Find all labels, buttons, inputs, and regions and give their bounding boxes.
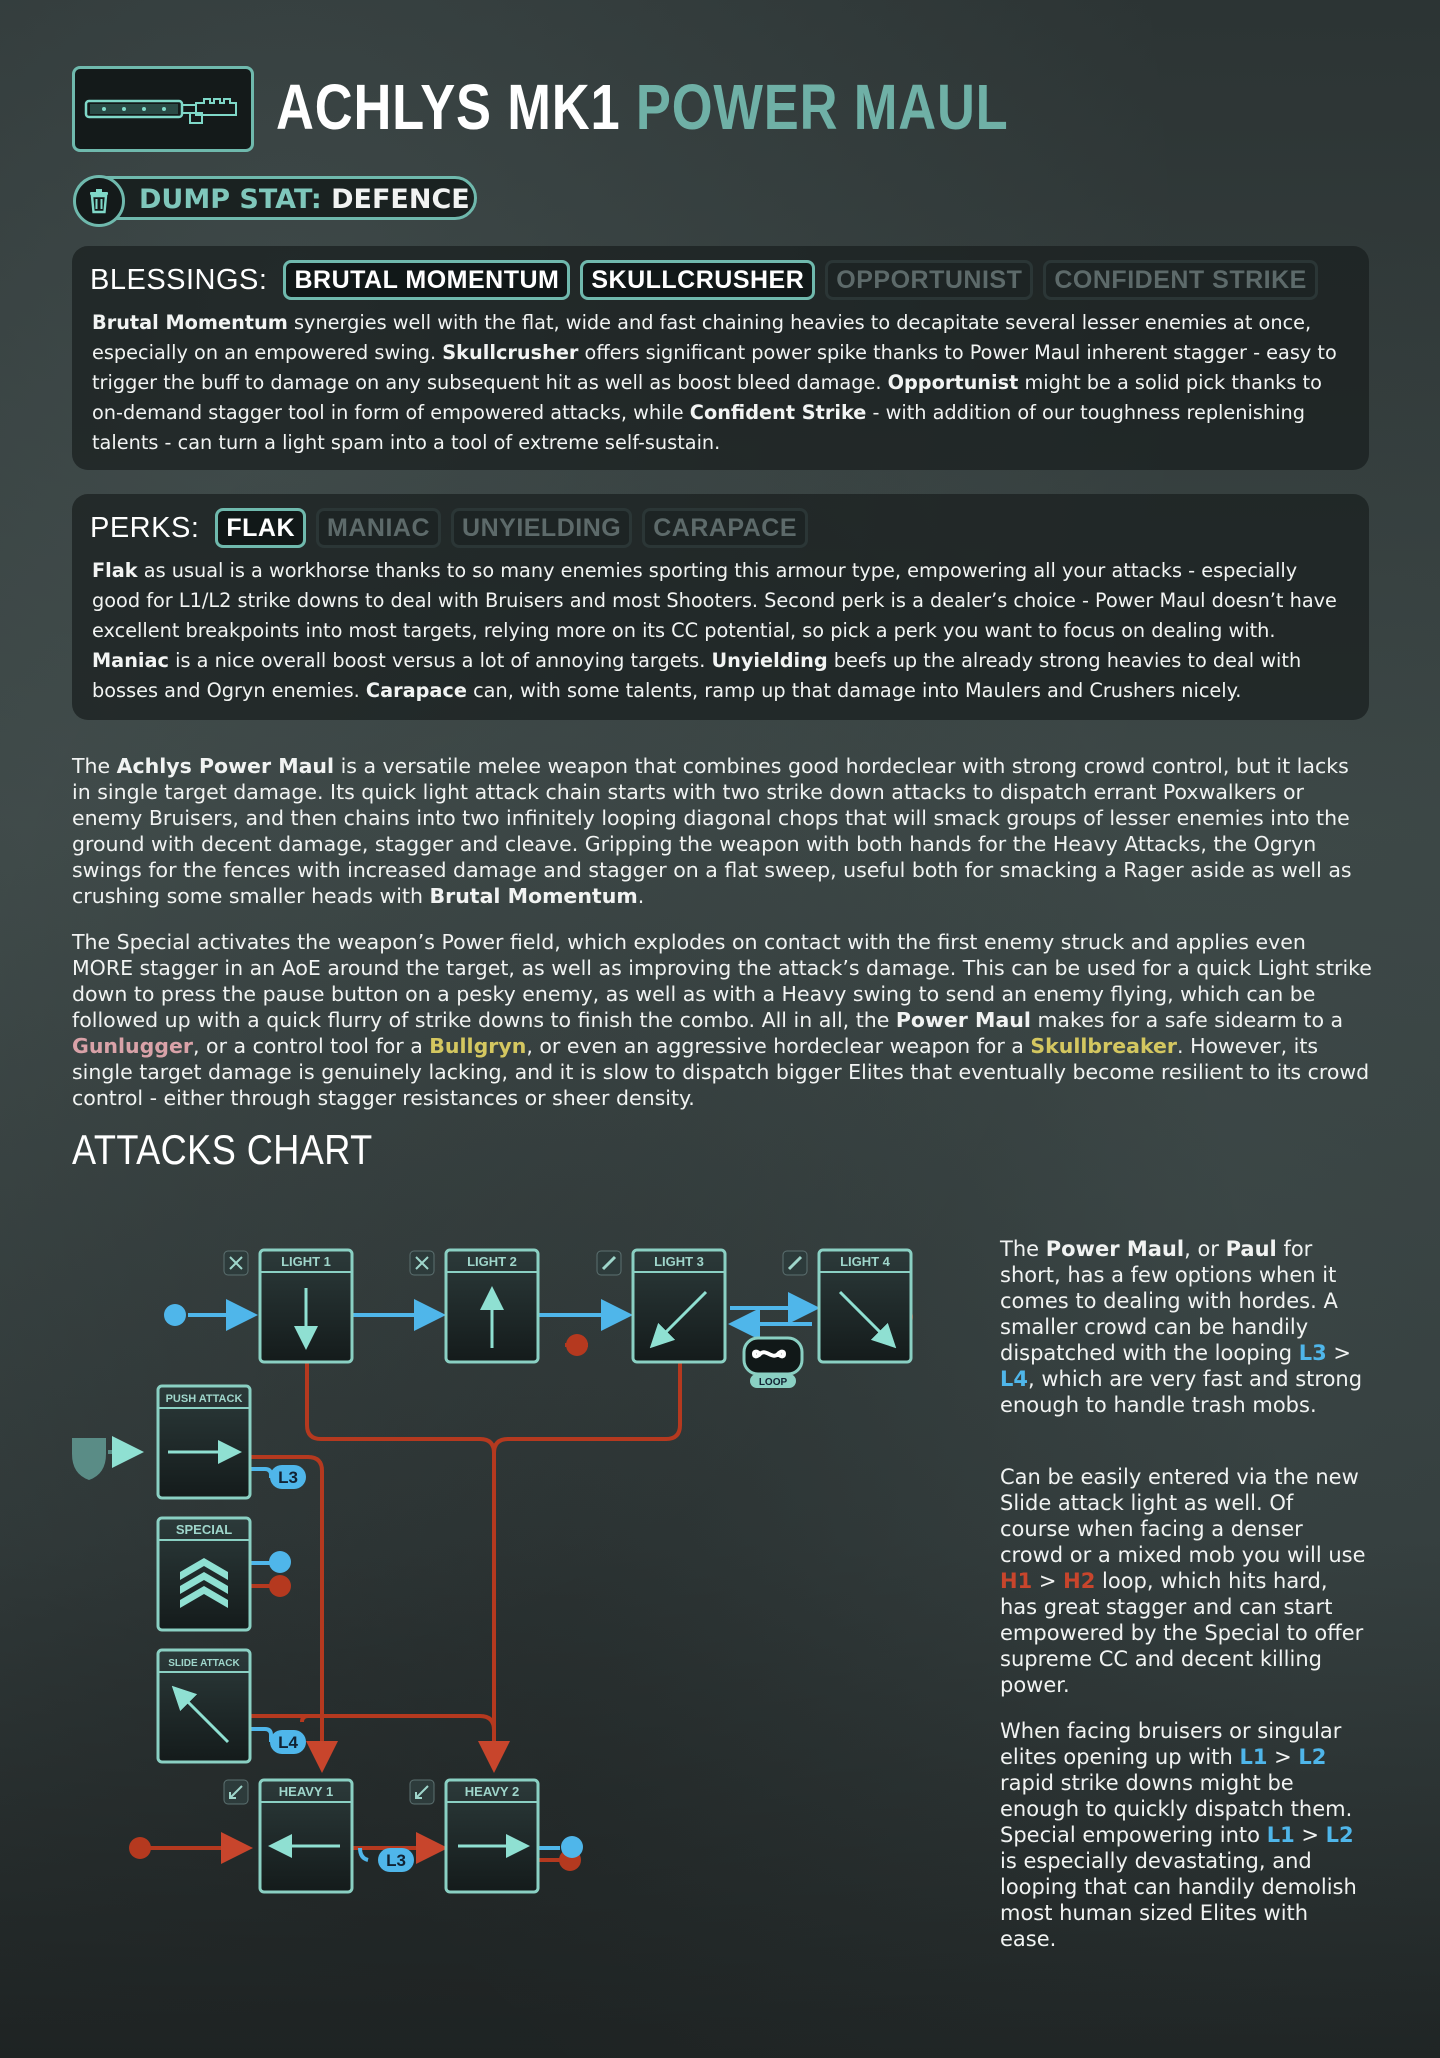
node-light-3-label: LIGHT 3 (654, 1254, 704, 1269)
perks-panel (72, 494, 1369, 720)
side-note-2 (1000, 1464, 1370, 1698)
text-run: , which are very fast and strong enough to handle trash mobs. (1000, 1367, 1363, 1417)
text-run: rapid strike downs might be enough to quickly dispatch them. Special empowering into (1000, 1771, 1353, 1847)
highlighted-text: Brutal Momentum (92, 311, 288, 334)
blessing-chip: CONFIDENT STRIKE (1043, 260, 1317, 300)
text-run: is especially devastating, and looping that can handily demolish most human sized Elites with ease. (1000, 1849, 1357, 1951)
perks-header (90, 508, 808, 548)
blessing-chip: BRUTAL MOMENTUM (283, 260, 570, 300)
highlighted-text: Bullgryn (429, 1034, 527, 1058)
text-run: When facing bruisers or singular elites opening up with (1000, 1719, 1342, 1769)
text-run: > (1032, 1569, 1064, 1593)
tag-slide-l4 (270, 1730, 306, 1754)
node-heavy-1 (260, 1780, 352, 1892)
text-run: , or even an aggressive hordeclear weapon for a (526, 1034, 1031, 1058)
blessing-chip: SKULLCRUSHER (580, 260, 815, 300)
node-light-2-label: LIGHT 2 (467, 1254, 517, 1269)
title-accent: POWER MAUL (635, 71, 1009, 143)
dump-stat-text (139, 184, 470, 215)
node-special (158, 1518, 250, 1630)
loop-badge (744, 1338, 802, 1388)
text-run: . However, its single target damage is genuinely lacking, and it is slow to dispatch bigger Elites that eventually become resilient to its crowd control - either through stagger resistances or sheer density. (72, 1034, 1370, 1110)
tag-push-l3-text: L3 (278, 1468, 298, 1487)
infinity-icon (754, 1352, 784, 1357)
node-light-1-label: LIGHT 1 (281, 1254, 331, 1269)
node-push-attack (158, 1386, 250, 1498)
node-slide-attack-label: SLIDE ATTACK (168, 1658, 240, 1669)
strike-down-icon (410, 1251, 434, 1275)
node-light-4 (819, 1250, 911, 1362)
text-run: > (1267, 1745, 1299, 1769)
text-run: > (1326, 1341, 1351, 1365)
title-main: ACHLYS MK1 (276, 71, 621, 143)
perk-chip: CARAPACE (642, 508, 808, 548)
highlighted-text: Opportunist (887, 371, 1019, 394)
text-run: > (1294, 1823, 1326, 1847)
chop-icon (597, 1251, 621, 1275)
power-maul-icon (80, 79, 246, 139)
highlighted-text: H2 (1063, 1569, 1096, 1593)
highlighted-text: Carapace (365, 679, 467, 702)
text-run: for short, has a few options when it comes to dealing with hordes. A smaller crowd can be handily dispatched with the looping (1000, 1237, 1338, 1365)
highlighted-text: Paul (1225, 1237, 1277, 1261)
text-run: beefs up the already strong heavies to deal with bosses and Ogryn enemies. (92, 649, 1302, 702)
body-paragraph-2 (72, 929, 1372, 1111)
text-run: can, with some talents, ramp up that damage into Maulers and Crushers nicely. (466, 679, 1242, 702)
tag-push-l3 (270, 1465, 306, 1489)
sweep-icon (224, 1780, 248, 1804)
node-light-4-label: LIGHT 4 (840, 1254, 890, 1269)
dump-stat-badge (74, 176, 477, 220)
text-run: loop, which hits hard, has great stagger and can start empowered by the Special to offer supreme CC and decent killing power. (1000, 1569, 1364, 1697)
text-run: The (1000, 1237, 1046, 1261)
highlighted-text: L4 (1000, 1367, 1028, 1391)
node-heavy-2-label: HEAVY 2 (464, 1784, 520, 1799)
node-heavy-1-label: HEAVY 1 (278, 1784, 334, 1799)
text-run: is a nice overall boost versus a lot of annoying targets. (168, 649, 712, 672)
highlighted-text: L2 (1325, 1823, 1354, 1847)
strike-down-icon (224, 1251, 248, 1275)
highlighted-text: Power Maul (895, 1008, 1031, 1032)
sweep-icon (410, 1780, 434, 1804)
blessings-description (92, 308, 1349, 458)
text-run: , or (1184, 1237, 1226, 1261)
node-slide-attack (158, 1650, 250, 1762)
highlighted-text: Unyielding (711, 649, 828, 672)
body-paragraph-1 (72, 753, 1372, 909)
highlighted-text: Skullcrusher (442, 341, 579, 364)
perk-chip: FLAK (215, 508, 306, 548)
highlighted-text: Confident Strike (689, 401, 867, 424)
highlighted-text: L1 (1266, 1823, 1295, 1847)
highlighted-text: L3 (1298, 1341, 1327, 1365)
weapon-image (72, 66, 254, 152)
tag-slide-l4-text: L4 (278, 1733, 298, 1752)
attacks-chart (60, 1220, 980, 1910)
text-run: , or a control tool for a (193, 1034, 430, 1058)
chop-icon (783, 1251, 807, 1275)
text-run: - with addition of our toughness replenishing talents - can turn a light spam into a tool of extreme self-sustain. (92, 401, 1305, 454)
blessings-panel (72, 246, 1369, 470)
blessings-heading: BLESSINGS: (90, 263, 268, 296)
blessings-chip-list (283, 260, 1317, 300)
highlighted-text: L1 (1239, 1745, 1268, 1769)
highlighted-text: L2 (1298, 1745, 1327, 1769)
highlighted-text: Gunlugger (72, 1034, 193, 1058)
text-run: The Special activates the weapon’s Power field, which explodes on contact with the first enemy struck and applies even MORE stagger in an AoE around the target, as well as improving the attack’s damage. This can be used for a quick Light strike down to press the pause button on a pesky enemy, as well as with a Heavy swing to send an enemy flying, which can be followed up with a quick flurry of strike downs to finish the combo. All in all, the (72, 930, 1372, 1032)
text-run: makes for a safe sidearm to a (1030, 1008, 1344, 1032)
node-light-2 (446, 1250, 538, 1362)
node-heavy-2 (446, 1780, 538, 1892)
dump-stat-label: DUMP STAT: (139, 184, 322, 215)
blessings-header (90, 260, 1318, 300)
tag-heavy-l3 (378, 1848, 414, 1872)
dump-stat-value: DEFENCE (331, 184, 470, 215)
highlighted-text: Power Maul (1045, 1237, 1185, 1261)
text-run: offers significant power spike thanks to Power Maul inherent stagger - easy to trigger the buff to damage on any subsequent hit as well as boost bleed damage. (92, 341, 1337, 394)
loop-label: LOOP (758, 1377, 788, 1388)
text-run: The (72, 754, 117, 778)
blessing-chip: OPPORTUNIST (825, 260, 1033, 300)
trash-icon (73, 175, 125, 227)
side-note-1 (1000, 1236, 1370, 1418)
text-run: Can be easily entered via the new Slide attack light as well. Of course when facing a denser crowd or a mixed mob you will use (1000, 1465, 1366, 1567)
attacks-chart-title: ATTACKS CHART (72, 1126, 373, 1173)
perks-chip-list (215, 508, 808, 548)
block-shield-icon (72, 1438, 136, 1480)
highlighted-text: Maniac (92, 649, 169, 672)
perks-description (92, 556, 1349, 706)
node-special-label: SPECIAL (175, 1522, 233, 1537)
text-run: . (637, 884, 645, 908)
node-push-attack-label: PUSH ATTACK (165, 1393, 243, 1405)
tag-heavy-l3-text: L3 (386, 1851, 406, 1870)
perk-chip: UNYIELDING (451, 508, 632, 548)
text-run: might be a solid pick thanks to on-demand stagger tool in form of empowered attacks, while (92, 371, 1322, 424)
side-note-3 (1000, 1718, 1370, 1952)
highlighted-text: Skullbreaker (1030, 1034, 1178, 1058)
text-run: synergies well with the flat, wide and fast chaining heavies to decapitate several lesser enemies at once, especially on an empowered swing. (92, 311, 1312, 364)
highlighted-text: Achlys Power Maul (116, 754, 335, 778)
perks-heading: PERKS: (90, 511, 200, 544)
highlighted-text: H1 (1000, 1569, 1033, 1593)
highlighted-text: Flak (92, 559, 138, 582)
highlighted-text: Brutal Momentum (429, 884, 638, 908)
perk-chip: MANIAC (316, 508, 441, 548)
page-title (276, 70, 1009, 144)
text-run: is a versatile melee weapon that combines good hordeclear with strong crowd control, but it lacks in single target damage. Its quick light attack chain starts with two strike down attacks to dispatch errant Poxwalkers or enemy Bruisers, and then chains into two infinitely looping diagonal chops that will smack groups of lesser enemies into the ground with decent damage, stagger and cleave. Gripping the weapon with both hands for the Heavy Attacks, the Ogryn swings for the fences with increased damage and stagger on a flat sweep, useful both for smacking a Rager aside as well as crushing some smaller heads with (72, 754, 1352, 908)
text-run: as usual is a workhorse thanks to so many enemies sporting this armour type, empowering all your attacks - especially good for L1/L2 strike downs to deal with Bruisers and most Shooters. Second perk is a dealer’s choice - Power Maul doesn’t have excellent breakpoints into most targets, relying more on its CC potential, so pick a perk you want to focus on dealing with. (92, 559, 1337, 642)
node-light-1 (260, 1250, 352, 1362)
node-light-3 (633, 1250, 725, 1362)
